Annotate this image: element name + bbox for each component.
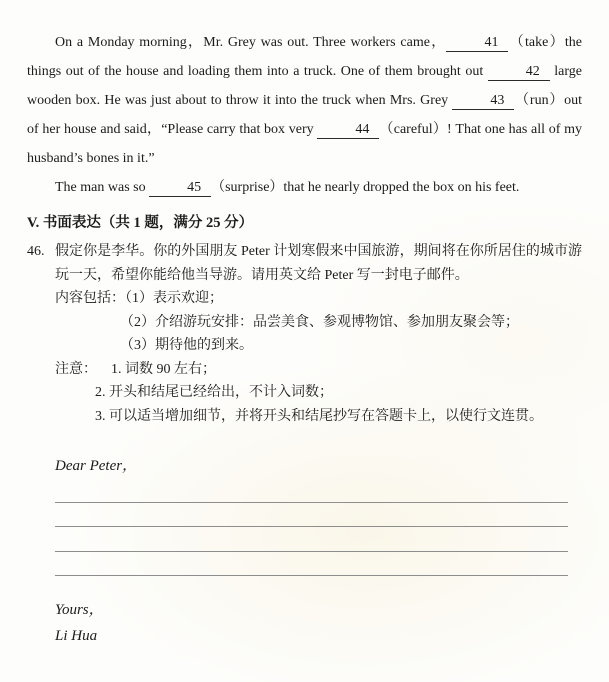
cloze-blank-42: 42: [488, 64, 550, 81]
note-item: 2. 开头和结尾已经给出，不计入词数；: [95, 385, 333, 400]
letter-template: [55, 454, 568, 648]
content-label: 内容包括：: [55, 291, 125, 306]
requirement-item: （2）介绍游玩安排：品尝美食、参观博物馆、参加朋友聚会等；: [120, 314, 519, 330]
writing-line: [55, 552, 568, 577]
signature: Li Hua: [55, 628, 98, 644]
content-requirements: [55, 287, 582, 311]
question-46: [27, 240, 582, 428]
passage-paragraph-1: On a Monday morning，Mr. Grey was out. Three workers came， 41 （take）the things out of the house and loading them into a truck. One of them brought out 42 large wooden box. He was just about to throw it into the truck when Mrs. Grey 43 （run）out of her house and said，“Please carry that box very 44 （careful）! That one has all of my husband’s bones in it.”: [27, 35, 582, 166]
question-text: 假定你是李华。你的外国朋友 Peter 计划寒假来中国旅游，期间将在你所居住的城市游玩一天，希望你能给他当导游。请用英文给 Peter 写一封电子邮件。: [55, 244, 582, 283]
notes: [55, 358, 582, 382]
passage-paragraph-2: The man was so 45 （surprise）that he nearly dropped the box on his feet.: [55, 180, 520, 195]
note-item: 3. 可以适当增加细节，并将开头和结尾抄写在答题卡上，以使行文连贯。: [95, 408, 543, 424]
requirement-item: （1）表示欢迎；: [125, 291, 223, 306]
notes-label: 注意：: [55, 361, 97, 377]
writing-line: [55, 478, 568, 503]
closing: Yours，: [55, 602, 104, 618]
cloze-blank-43: 43: [452, 93, 514, 110]
cloze-blank-44: 44: [317, 122, 379, 139]
cloze-blank-45: 45: [149, 180, 211, 197]
writing-line: [55, 503, 568, 528]
section-heading: V. 书面表达（共 1 题，满分 25 分）: [27, 215, 254, 231]
writing-line: [55, 527, 568, 552]
cloze-blank-41: 41: [446, 35, 508, 52]
writing-area: [55, 478, 568, 576]
requirement-item: （3）期待他的到来。: [120, 338, 253, 353]
note-item: 1. 词数 90 左右；: [111, 361, 216, 377]
salutation: Dear Peter，: [55, 458, 138, 474]
question-number: 46.: [27, 244, 45, 259]
cloze-passage: [27, 28, 582, 202]
